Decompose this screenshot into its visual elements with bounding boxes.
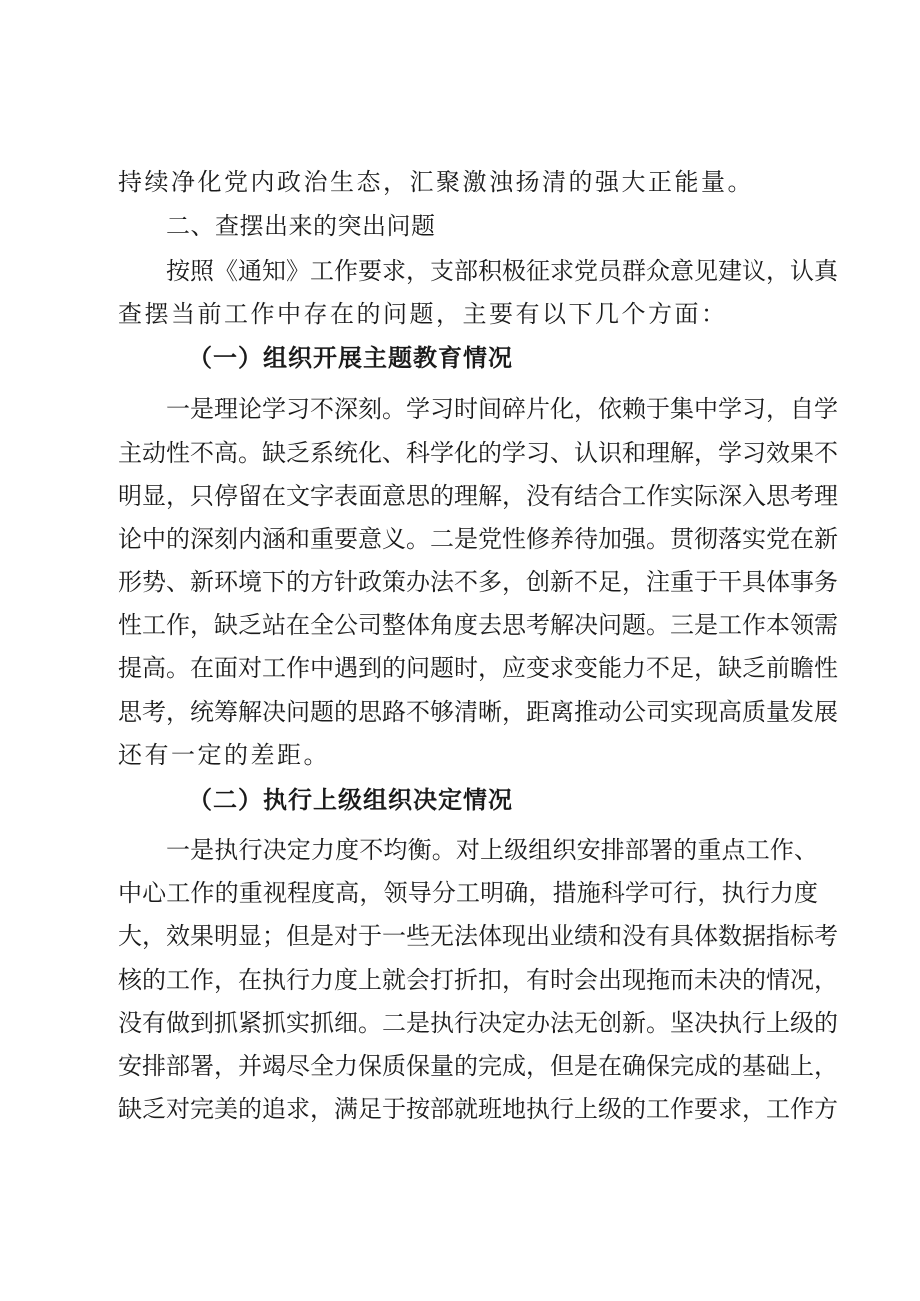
paragraph-line: 一是执行决定力度不均衡。对上级组织安排部署的重点工作、	[166, 836, 818, 864]
section-intro-line: 按照《通知》工作要求，支部积极征求党员群众意见建议，认真	[166, 257, 838, 285]
paragraph-line: 核的工作，在执行力度上就会打折扣，有时会出现拖而未决的情况，	[118, 966, 838, 994]
paragraph-line: 性工作，缺乏站在全公司整体角度去思考解决问题。三是工作本领需	[118, 611, 838, 639]
paragraph-line: 没有做到抓紧抓实抓细。二是执行决定办法无创新。坚决执行上级的	[118, 1009, 838, 1037]
paragraph-line: 缺乏对完美的追求，满足于按部就班地执行上级的工作要求，工作方	[118, 1095, 838, 1123]
paragraph-line: 形势、新环境下的方针政策办法不多，创新不足，注重于干具体事务	[118, 568, 838, 596]
section-intro-line: 查摆当前工作中存在的问题，主要有以下几个方面：	[118, 300, 728, 328]
paragraph-line: 明显，只停留在文字表面意思的理解，没有结合工作实际深入思考理	[118, 482, 838, 510]
paragraph-line: 思考，统筹解决问题的思路不够清晰，距离推动公司实现高质量发展	[118, 698, 838, 726]
paragraph-line: 安排部署，并竭尽全力保质保量的完成，但是在确保完成的基础上，	[118, 1052, 838, 1080]
section-heading: 二、查摆出来的突出问题	[166, 212, 436, 240]
paragraph-line: 中心工作的重视程度高，领导分工明确，措施科学可行，执行力度	[118, 879, 818, 907]
paragraph-line: 大，效果明显；但是对于一些无法体现出业绩和没有具体数据指标考	[118, 922, 838, 950]
paragraph-line: 还有一定的差距。	[118, 741, 330, 769]
paragraph-line: 一是理论学习不深刻。学习时间碎片化，依赖于集中学习，自学	[166, 395, 838, 423]
paragraph-line: 提高。在面对工作中遇到的问题时，应变求变能力不足，缺乏前瞻性	[118, 654, 838, 682]
intro-line: 持续净化党内政治生态，汇聚激浊扬清的强大正能量。	[118, 168, 754, 196]
paragraph-line: 论中的深刻内涵和重要意义。二是党性修养待加强。贯彻落实党在新	[118, 525, 838, 553]
paragraph-line: 主动性不高。缺乏系统化、科学化的学习、认识和理解，学习效果不	[118, 439, 838, 467]
subsection-heading: （二）执行上级组织决定情况	[188, 785, 513, 814]
subsection-heading: （一）组织开展主题教育情况	[188, 343, 513, 372]
